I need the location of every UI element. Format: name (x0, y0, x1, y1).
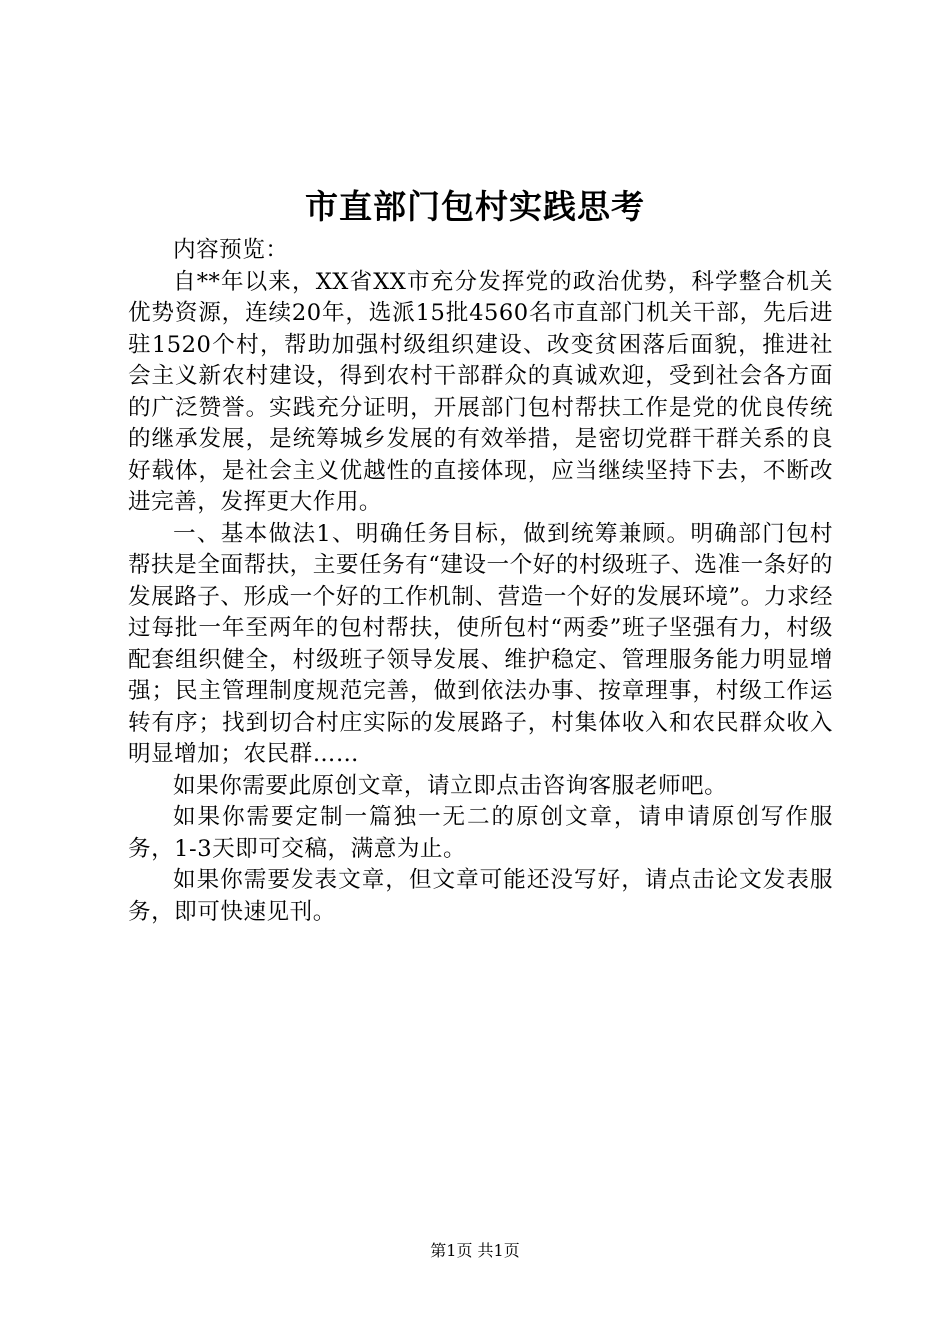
publishing-service-paragraph: 如果你需要发表文章，但文章可能还没写好，请点击论文发表服务，即可快速见刊。 (128, 867, 833, 925)
preview-label: 内容预览： (173, 237, 289, 263)
basic-practice-paragraph: 一、基本做法1、明确任务目标，做到统筹兼顾。明确部门包村帮扶是全面帮扶，主要任务有“建设一个好的村级班子、选准一条好的发展路子、形成一个好的工作机制、营造一个好的发展环境”。力求经过每批一年至两年的包村帮扶，使所包村“两委”班子坚强有力，村级配套组织健全，村级班子领导发展、维护稳定、管理服务能力明显增强；民主管理制度规范完善，做到依法办事、按章理事，村级工作运转有序；找到切合村庄实际的发展路子，村集体收入和农民群众收入明显增加；农民群…… (128, 520, 833, 767)
consult-service-paragraph: 如果你需要此原创文章，请立即点击咨询客服老师吧。 (173, 772, 728, 799)
document-body (128, 235, 833, 928)
document-title: 市直部门包村实践思考 (305, 187, 645, 226)
page-number-footer: 第1页 共1页 (430, 1241, 520, 1260)
intro-paragraph: 自**年以来，XX省XX市充分发挥党的政治优势，科学整合机关优势资源，连续20年，选派15批4560名市直部门机关干部，先后进驻1520个村，帮助加强村级组织建设、改变贫困落后面貌，推进社会主义新农村建设，得到农村干部群众的真诚欢迎，受到社会各方面的广泛赞誉。实践充分证明，开展部门包村帮扶工作是党的优良传统的继承发展，是统筹城乡发展的有效举措，是密切党群干群关系的良好载体，是社会主义优越性的直接体现，应当继续坚持下去，不断改进完善，发挥更大作用。 (128, 268, 833, 515)
custom-writing-paragraph: 如果你需要定制一篇独一无二的原创文章，请申请原创写作服务，1-3天即可交稿，满意为止。 (128, 804, 833, 862)
